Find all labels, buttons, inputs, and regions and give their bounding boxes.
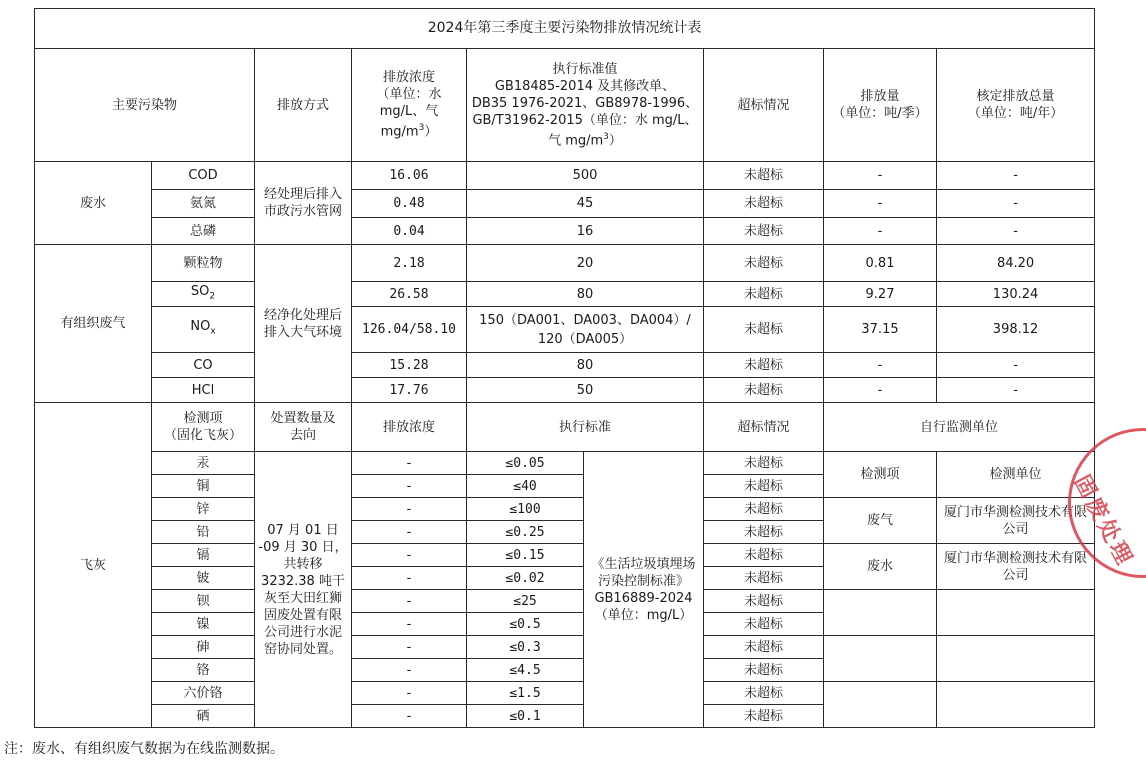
gas-method: 经净化处理后排入大气环境 (255, 245, 352, 403)
test-item: 硒 (152, 705, 255, 728)
test-item: 汞 (152, 452, 255, 475)
exceed-status: 未超标 (704, 353, 824, 378)
header-conc-line: mg/L、气 $mg/m^3$） (379, 104, 439, 140)
monitor-unit: 厦门市华测检测技术有限公司 (937, 498, 1095, 544)
emission-amount: - (824, 378, 937, 403)
emission-amount: 37.15 (824, 307, 937, 353)
monitor-unit: 厦门市华测检测技术有限公司 (937, 544, 1095, 590)
superscript: 3 (418, 123, 425, 134)
limit-value: ≤0.3 (467, 636, 584, 659)
limit-value: ≤0.05 (467, 452, 584, 475)
standard-value: 20 (467, 245, 704, 282)
flyash-disposal: 07 月 01 日 -09 月 30 日，共转移 3232.38 吨干灰至大田红狮固废处置有限公司进行水泥窑协同处置。 (255, 452, 352, 728)
monitor-header-unit: 检测单位 (937, 452, 1095, 498)
test-item: 铍 (152, 567, 255, 590)
concentration: - (352, 613, 467, 636)
flyash-header-std: 执行标准 (467, 403, 704, 452)
concentration: - (352, 521, 467, 544)
exceed-status: 未超标 (704, 567, 824, 590)
table-row (35, 452, 1095, 475)
table-row (35, 544, 1095, 567)
wastewater-method: 经处理后排入市政污水管网 (255, 162, 352, 245)
emission-amount: - (824, 218, 937, 245)
concentration: 17.76 (352, 378, 467, 403)
concentration: - (352, 636, 467, 659)
concentration: - (352, 659, 467, 682)
exceed-status: 未超标 (704, 162, 824, 190)
flyash-header-exceed: 超标情况 (704, 403, 824, 452)
limit-value: ≤0.1 (467, 705, 584, 728)
header-conc-line: （单位：水 (376, 87, 442, 103)
exceed-status: 未超标 (704, 613, 824, 636)
header-amount-line: 排放量 (860, 89, 900, 104)
pollutant-name: HCl (152, 378, 255, 403)
emission-amount: - (824, 353, 937, 378)
flyash-header-item (152, 403, 255, 452)
flyash-standard-name: 《生活垃圾填埋场污染控制标准》GB16889-2024（单位：mg/L） (584, 452, 704, 728)
concentration: - (352, 590, 467, 613)
standard-value (467, 307, 704, 353)
flyash-header-conc: 排放浓度 (352, 403, 467, 452)
limit-value: ≤0.25 (467, 521, 584, 544)
table-row (35, 190, 1095, 218)
exceed-status: 未超标 (704, 521, 824, 544)
concentration: 16.06 (352, 162, 467, 190)
table-row (35, 590, 1095, 613)
pollutant-formula: NO (190, 319, 211, 335)
exceed-status: 未超标 (704, 218, 824, 245)
pollutant-name: 颗粒物 (152, 245, 255, 282)
total-amount: 130.24 (937, 282, 1095, 307)
concentration: - (352, 682, 467, 705)
monitor-item: 废水 (824, 544, 937, 590)
limit-value: ≤4.5 (467, 659, 584, 682)
emission-amount: 9.27 (824, 282, 937, 307)
exceed-status: 未超标 (704, 378, 824, 403)
table-row (35, 636, 1095, 659)
concentration: - (352, 452, 467, 475)
header-std-line: GB/T31962-2015（单位：水 mg/L、 (472, 112, 698, 128)
standard-line: 120（DA005） (537, 331, 633, 347)
header-amount-line: （单位：吨/季） (832, 106, 928, 121)
monitor-item: 废气 (824, 498, 937, 544)
standard-value: 50 (467, 378, 704, 403)
total-amount: - (937, 378, 1095, 403)
header-exceed: 超标情况 (704, 49, 824, 162)
monitor-empty-cell (937, 636, 1095, 682)
total-amount: - (937, 190, 1095, 218)
concentration: - (352, 475, 467, 498)
header-std-line: 气 $mg/m^3$） (548, 131, 622, 149)
test-item: 镉 (152, 544, 255, 567)
exceed-status: 未超标 (704, 636, 824, 659)
category-wastewater: 废水 (35, 162, 152, 245)
test-item: 镍 (152, 613, 255, 636)
header-std-unit: 气 mg/m (548, 133, 604, 149)
limit-value: ≤40 (467, 475, 584, 498)
table-row (35, 307, 1095, 353)
table-row (35, 245, 1095, 282)
concentration: - (352, 567, 467, 590)
pollutant-name: 氨氮 (152, 190, 255, 218)
concentration: 0.48 (352, 190, 467, 218)
flyash-header-line: （固化飞灰） (163, 428, 242, 443)
monitor-empty-cell (824, 636, 937, 682)
pollutant-name (152, 307, 255, 353)
exceed-status: 未超标 (704, 659, 824, 682)
limit-value: ≤25 (467, 590, 584, 613)
header-concentration (352, 49, 467, 162)
table-row (35, 353, 1095, 378)
pollutant-name: 总磷 (152, 218, 255, 245)
header-std-line: DB35 1976-2021、GB8978-1996、 (471, 95, 699, 111)
superscript: 3 (603, 131, 609, 142)
total-amount: - (937, 162, 1095, 190)
limit-value: ≤0.5 (467, 613, 584, 636)
category-flyash: 飞灰 (35, 403, 152, 728)
header-conc-unit: mg/L、气 mg/m (379, 104, 439, 140)
total-amount: - (937, 353, 1095, 378)
header-amount (824, 49, 937, 162)
flyash-header-monitor: 自行监测单位 (824, 403, 1095, 452)
total-amount: 84.20 (937, 245, 1095, 282)
header-method: 排放方式 (255, 49, 352, 162)
table-row (35, 498, 1095, 521)
monitor-empty-cell (824, 682, 937, 728)
total-amount: 398.12 (937, 307, 1095, 353)
flyash-header-line: 处置数量及 (270, 411, 336, 426)
limit-value: ≤0.15 (467, 544, 584, 567)
monitor-header-item: 检测项 (824, 452, 937, 498)
standard-line: 150（DA001、DA003、DA004）/ (479, 312, 691, 328)
header-std-line: 执行标准值 (552, 61, 618, 77)
flyash-header-line: 去向 (289, 428, 316, 443)
test-item: 六价铬 (152, 682, 255, 705)
header-std-line: GB18485-2014 及其修改单、 (494, 78, 676, 94)
limit-value: ≤100 (467, 498, 584, 521)
concentration: 2.18 (352, 245, 467, 282)
pollutant-name: COD (152, 162, 255, 190)
header-total-line: （单位：吨/年） (967, 106, 1064, 121)
test-item: 铬 (152, 659, 255, 682)
table-title: 2024年第三季度主要污染物排放情况统计表 (35, 9, 1095, 49)
monitor-empty-cell (824, 590, 937, 636)
test-item: 锌 (152, 498, 255, 521)
concentration: 0.04 (352, 218, 467, 245)
exceed-status: 未超标 (704, 282, 824, 307)
subscript: 2 (209, 291, 216, 302)
concentration: 15.28 (352, 353, 467, 378)
concentration: 126.04/58.10 (352, 307, 467, 353)
exceed-status: 未超标 (704, 475, 824, 498)
exceed-status: 未超标 (704, 590, 824, 613)
exceed-status: 未超标 (704, 452, 824, 475)
stamp-text: 固废处理 (1068, 470, 1139, 572)
emission-amount: 0.81 (824, 245, 937, 282)
concentration: - (352, 705, 467, 728)
table-row (35, 218, 1095, 245)
concentration: - (352, 544, 467, 567)
table-row (35, 682, 1095, 705)
header-total (937, 49, 1095, 162)
exceed-status: 未超标 (704, 245, 824, 282)
monitor-empty-cell (937, 682, 1095, 728)
standard-value: 80 (467, 353, 704, 378)
concentration: 26.58 (352, 282, 467, 307)
test-item: 砷 (152, 636, 255, 659)
standard-value: 16 (467, 218, 704, 245)
table-row (35, 378, 1095, 403)
emission-amount: - (824, 162, 937, 190)
flyash-header-line: 检测项 (183, 411, 223, 426)
test-item: 铜 (152, 475, 255, 498)
limit-value: ≤1.5 (467, 682, 584, 705)
exceed-status: 未超标 (704, 682, 824, 705)
exceed-status: 未超标 (704, 544, 824, 567)
standard-value: 45 (467, 190, 704, 218)
concentration: - (352, 498, 467, 521)
table-row (35, 162, 1095, 190)
limit-value: ≤0.02 (467, 567, 584, 590)
standard-value: 500 (467, 162, 704, 190)
table-row (35, 403, 1095, 452)
test-item: 铅 (152, 521, 255, 544)
footnote: 注：废水、有组织废气数据为在线监测数据。 (4, 741, 284, 757)
category-gas: 有组织废气 (35, 245, 152, 403)
header-standard (467, 49, 704, 162)
total-amount: - (937, 218, 1095, 245)
emission-amount: - (824, 190, 937, 218)
header-total-line: 核定排放总量 (976, 89, 1055, 104)
pollutant-name: CO (152, 353, 255, 378)
table-row (35, 282, 1095, 307)
monitor-empty-cell (937, 590, 1095, 636)
standard-value: 80 (467, 282, 704, 307)
test-item: 钡 (152, 590, 255, 613)
exceed-status: 未超标 (704, 307, 824, 353)
subscript: x (210, 326, 216, 337)
emission-table (34, 8, 1095, 728)
exceed-status: 未超标 (704, 705, 824, 728)
exceed-status: 未超标 (704, 498, 824, 521)
exceed-status: 未超标 (704, 190, 824, 218)
pollutant-formula: SO (190, 283, 210, 299)
header-conc-line: 排放浓度 (382, 70, 435, 86)
pollutant-name (152, 282, 255, 307)
header-pollutant: 主要污染物 (35, 49, 255, 162)
flyash-header-disposal (255, 403, 352, 452)
